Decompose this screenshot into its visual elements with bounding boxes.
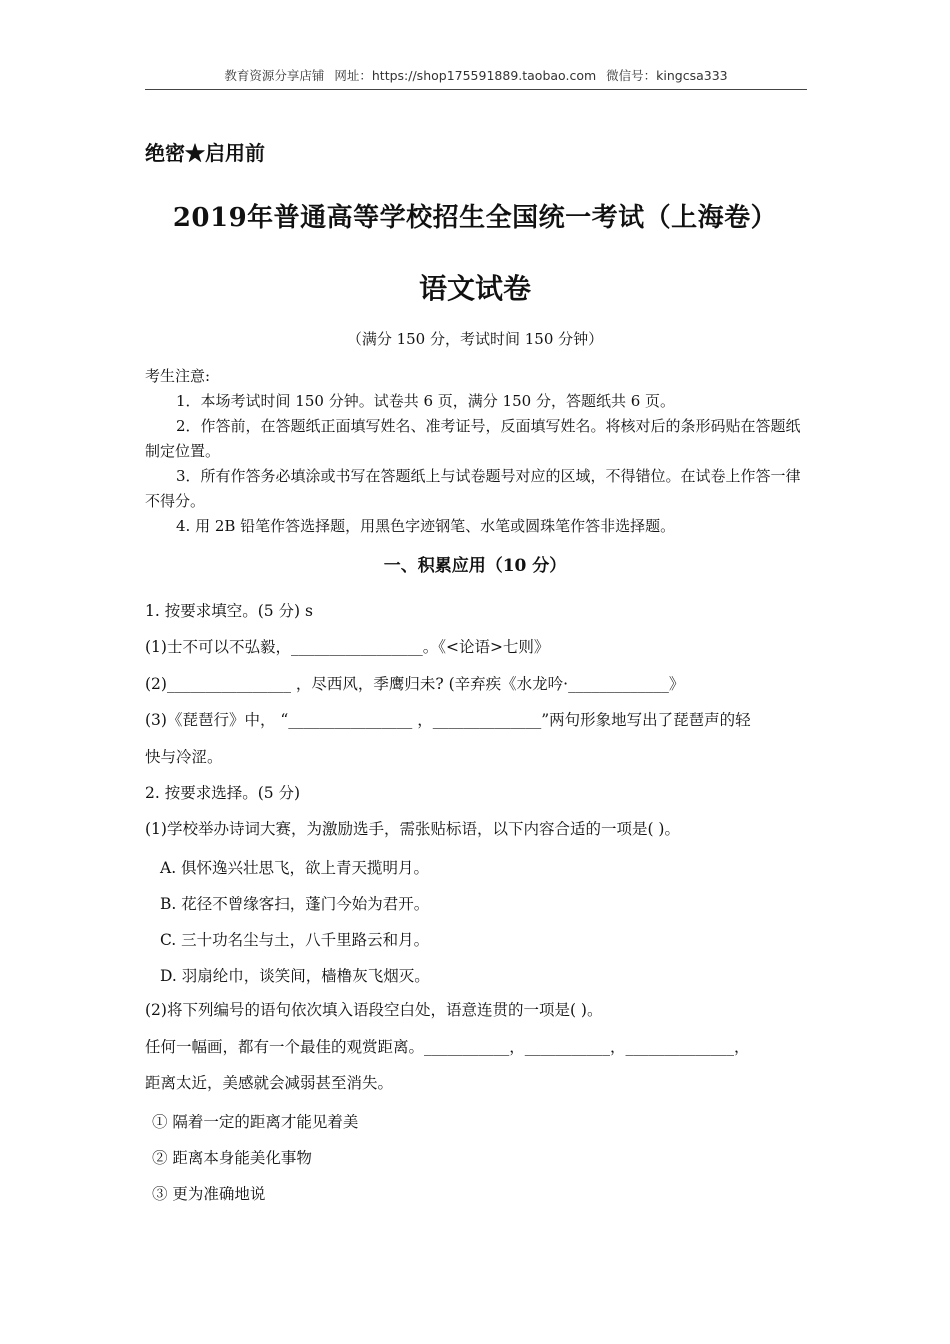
secret-mark: 绝密★启用前 bbox=[145, 141, 265, 165]
exam-title: 2019年普通高等学校招生全国统一考试（上海卷） bbox=[172, 203, 778, 233]
q1-stem: 1. 按要求填空。(5 分) s bbox=[145, 602, 313, 620]
wechat-text bbox=[606, 68, 728, 83]
notes-heading: 考生注意: bbox=[145, 367, 211, 385]
page-header bbox=[145, 66, 807, 90]
q2-passage-cont: 距离太近，美感就会减弱甚至消失。 bbox=[145, 1074, 394, 1092]
q2-part-1: (1)学校举办诗词大赛，为激励选手，需张贴标语，以下内容合适的一项是( )。 bbox=[145, 820, 680, 838]
wechat-id: kingcsa333 bbox=[656, 68, 728, 83]
note-item: 3．所有作答务必填涂或书写在答题纸上与试卷题号对应的区域，不得错位。在试卷上作答一律不得分。 bbox=[145, 467, 801, 510]
exam-subtitle: 语文试卷 bbox=[418, 272, 531, 305]
note-item: 2．作答前，在答题纸正面填写姓名、准考证号，反面填写姓名。将核对后的条形码贴在答题纸制定位置。 bbox=[145, 417, 801, 460]
score-line: （满分 150 分，考试时间 150 分钟） bbox=[346, 330, 604, 348]
q1-part-3-cont: 快与冷涩。 bbox=[145, 748, 223, 766]
sentence-1: ① 隔着一定的距离才能见着美 bbox=[152, 1113, 359, 1131]
option-b: B. 花径不曾缘客扫，蓬门今始为君开。 bbox=[160, 895, 430, 913]
sentence-2: ② 距离本身能美化事物 bbox=[152, 1149, 312, 1167]
sentence-3: ③ 更为准确地说 bbox=[152, 1185, 266, 1203]
note-item: 1．本场考试时间 150 分钟。试卷共 6 页，满分 150 分，答题纸共 6 页。 bbox=[176, 392, 676, 410]
section-title: 一、积累应用（10 分） bbox=[383, 556, 567, 576]
q2-stem: 2. 按要求选择。(5 分) bbox=[145, 784, 301, 802]
site-label: 网址： bbox=[334, 68, 372, 83]
q1-part-2: (2)________________ ，尽西风，季鹰归未? (辛弃疾《水龙吟·_____________》 bbox=[145, 675, 685, 693]
wechat-label: 微信号： bbox=[606, 68, 657, 83]
candidate-notes bbox=[145, 364, 807, 539]
site-url-link[interactable]: https://shop175591889.taobao.com bbox=[371, 68, 597, 83]
option-d: D. 羽扇纶巾，谈笑间，樯橹灰飞烟灭。 bbox=[160, 967, 430, 985]
option-a: A. 俱怀逸兴壮思飞，欲上青天揽明月。 bbox=[160, 859, 430, 877]
q1-part-1: (1)士不可以不弘毅，_________________。《<论语>七则》 bbox=[145, 638, 550, 656]
note-item: 4. 用 2B 铅笔作答选择题，用黑色字迹钢笔、水笔或圆珠笔作答非选择题。 bbox=[176, 517, 676, 535]
shop-name: 教育资源分享店铺 bbox=[224, 68, 325, 83]
q1-part-3: (3)《琵琶行》中， “________________ ，______________”两句形象地写出了琵琶声的轻 bbox=[145, 711, 751, 729]
option-c: C. 三十功名尘与土，八千里路云和月。 bbox=[160, 931, 430, 949]
q2-passage: 任何一幅画，都有一个最佳的观赏距离。___________，___________，______________， bbox=[145, 1038, 750, 1056]
q2-part-2: (2)将下列编号的语句依次填入语段空白处，语意连贯的一项是( )。 bbox=[145, 1001, 603, 1019]
site-text bbox=[334, 68, 596, 83]
